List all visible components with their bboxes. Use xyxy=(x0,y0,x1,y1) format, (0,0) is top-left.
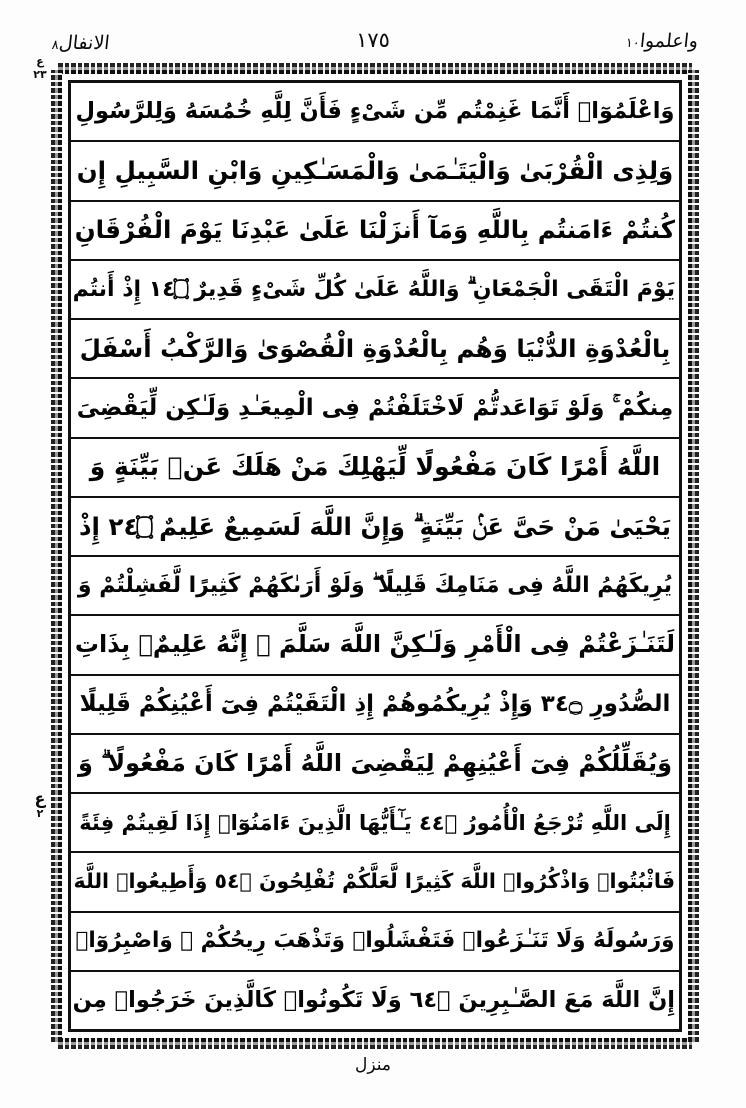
text-line-content: وَرَسُولَهُ وَلَا تَنَـٰزَعُوا۟ فَتَفْشَلُوا۟ وَتَذْهَبَ رِيحُكُمْ ۖ وَاصْبِرُوٓا۟ xyxy=(75,927,675,953)
juz-title xyxy=(625,30,699,52)
text-line xyxy=(71,853,679,912)
surah-title-text: الانفال xyxy=(57,32,111,54)
text-line-content: وَيُقَلِّلُكُمْ فِىٓ أَعْيُنِهِمْ لِيَقْضِىَ اللَّهُ أَمْرًا كَانَ مَفْعُولًا ۗ وَ xyxy=(77,748,673,777)
text-line xyxy=(71,142,679,201)
text-line-content: يَحْيَىٰ مَنْ حَىَّ عَنۢ بَيِّنَةٍ ۗ وَإِنَّ اللَّهَ لَسَمِيعٌ عَلِيمٌ ۝٤٢ إِذْ xyxy=(78,511,671,541)
text-line-content: مِنكُمْ ۚ وَلَوْ تَوَاعَدتُّمْ لَاخْتَلَفْتُمْ فِى الْمِيعَـٰدِ وَلَـٰكِن لِّيَقْضِىَ xyxy=(76,394,674,421)
juz-number: ١٠ xyxy=(624,36,641,51)
text-line-content: إِنَّ اللَّهَ مَعَ الصَّـٰبِرِينَ ۝٤٦ وَلَا تَكُونُوا۟ كَالَّذِينَ خَرَجُوا۟ مِن xyxy=(72,986,675,1013)
text-line xyxy=(71,794,679,853)
text-line xyxy=(71,913,679,972)
text-line xyxy=(71,439,679,498)
text-line xyxy=(71,557,679,616)
text-line-content: يُرِيكَهُمُ اللَّهُ فِى مَنَامِكَ قَلِيلًا ۖ وَلَوْ أَرَىٰكَهُمْ كَثِيرًا لَّفَشِلْتُمْ وَ xyxy=(77,573,673,599)
text-line xyxy=(71,83,679,142)
text-lines-container xyxy=(68,80,682,1032)
ornament-band-left xyxy=(51,70,62,1042)
margin-marker-top-number: ٢٣ xyxy=(33,67,47,81)
ruku-marker xyxy=(26,790,54,821)
text-line xyxy=(71,735,679,794)
text-line-content: يَوْمَ الْتَقَى الْجَمْعَانِ ۗ وَاللَّهُ عَلَىٰ كُلِّ شَىْءٍ قَدِيرٌ ۝٤١ إِذْ أَنتُم xyxy=(72,276,675,302)
text-line-content: كُنتُمْ ءَامَنتُم بِاللَّهِ وَمَآ أَنزَلْنَا عَلَىٰ عَبْدِنَا يَوْمَ الْفُرْقَانِ xyxy=(74,215,675,245)
text-line-content: وَلِذِى الْقُرْبَىٰ وَالْيَتَـٰمَىٰ وَالْمَسَـٰكِينِ وَابْنِ السَّبِيلِ إِن xyxy=(76,156,674,186)
juz-title-text: واعلموا xyxy=(638,30,700,52)
text-line-content: الصُّدُورِ ۝٤٣ وَإِذْ يُرِيكُمُوهُمْ إِذِ الْتَقَيْتُمْ فِىٓ أَعْيُنِكُمْ قَلِيلًا xyxy=(79,691,671,718)
text-line-content: بِالْعُدْوَةِ الدُّنْيَا وَهُم بِالْعُدْوَةِ الْقُصْوَىٰ وَالرَّكْبُ أَسْفَلَ xyxy=(79,333,671,363)
footer-label: منزل xyxy=(355,1055,391,1075)
ornament-band-top xyxy=(58,63,692,74)
text-line xyxy=(71,676,679,735)
text-line-content: فَاثْبُتُوا۟ وَاذْكُرُوا۟ اللَّهَ كَثِيرًا لَّعَلَّكُمْ تُفْلِحُونَ ۝٤٥ وَأَطِيعُوا۟ اللَّهَ xyxy=(73,869,675,894)
text-line xyxy=(71,498,679,557)
text-line xyxy=(71,616,679,675)
surah-title xyxy=(51,32,111,54)
text-frame xyxy=(58,70,692,1042)
text-line xyxy=(71,320,679,379)
surah-number: ٨ xyxy=(50,38,60,53)
margin-marker-top-symbol: ع xyxy=(36,55,44,68)
page-number: ١٧٥ xyxy=(356,28,390,52)
text-line xyxy=(71,202,679,261)
ruku-marker-symbol: ع xyxy=(34,789,46,808)
ornament-band-bottom xyxy=(58,1038,692,1049)
text-line-content: وَاعْلَمُوٓا۟ أَنَّمَا غَنِمْتُم مِّن شَىْءٍ فَأَنَّ لِلَّهِ خُمُسَهُ وَلِلرَّسُولِ xyxy=(75,97,675,124)
text-line-content: إِلَى اللَّهِ تُرْجَعُ الْأُمُورُ ۝٤٤ يَـٰٓأَيُّهَا الَّذِينَ ءَامَنُوٓا۟ إِذَا لَقِيتُمْ فِئَةً xyxy=(79,810,671,835)
ornament-band-right xyxy=(688,70,699,1042)
ruku-marker-number: ٢ xyxy=(36,807,44,821)
text-line xyxy=(71,972,679,1029)
text-line-content: اللَّهُ أَمْرًا كَانَ مَفْعُولًا لِّيَهْلِكَ مَنْ هَلَكَ عَنۢ بَيِّنَةٍ وَ xyxy=(89,452,661,481)
text-line xyxy=(71,261,679,320)
text-line xyxy=(71,379,679,438)
text-line-content: لَتَنَـٰزَعْتُمْ فِى الْأَمْرِ وَلَـٰكِنَّ اللَّهَ سَلَّمَ ۗ إِنَّهُ عَلِيمٌۢ بِذَاتِ xyxy=(74,630,675,659)
margin-marker-top xyxy=(26,56,54,81)
